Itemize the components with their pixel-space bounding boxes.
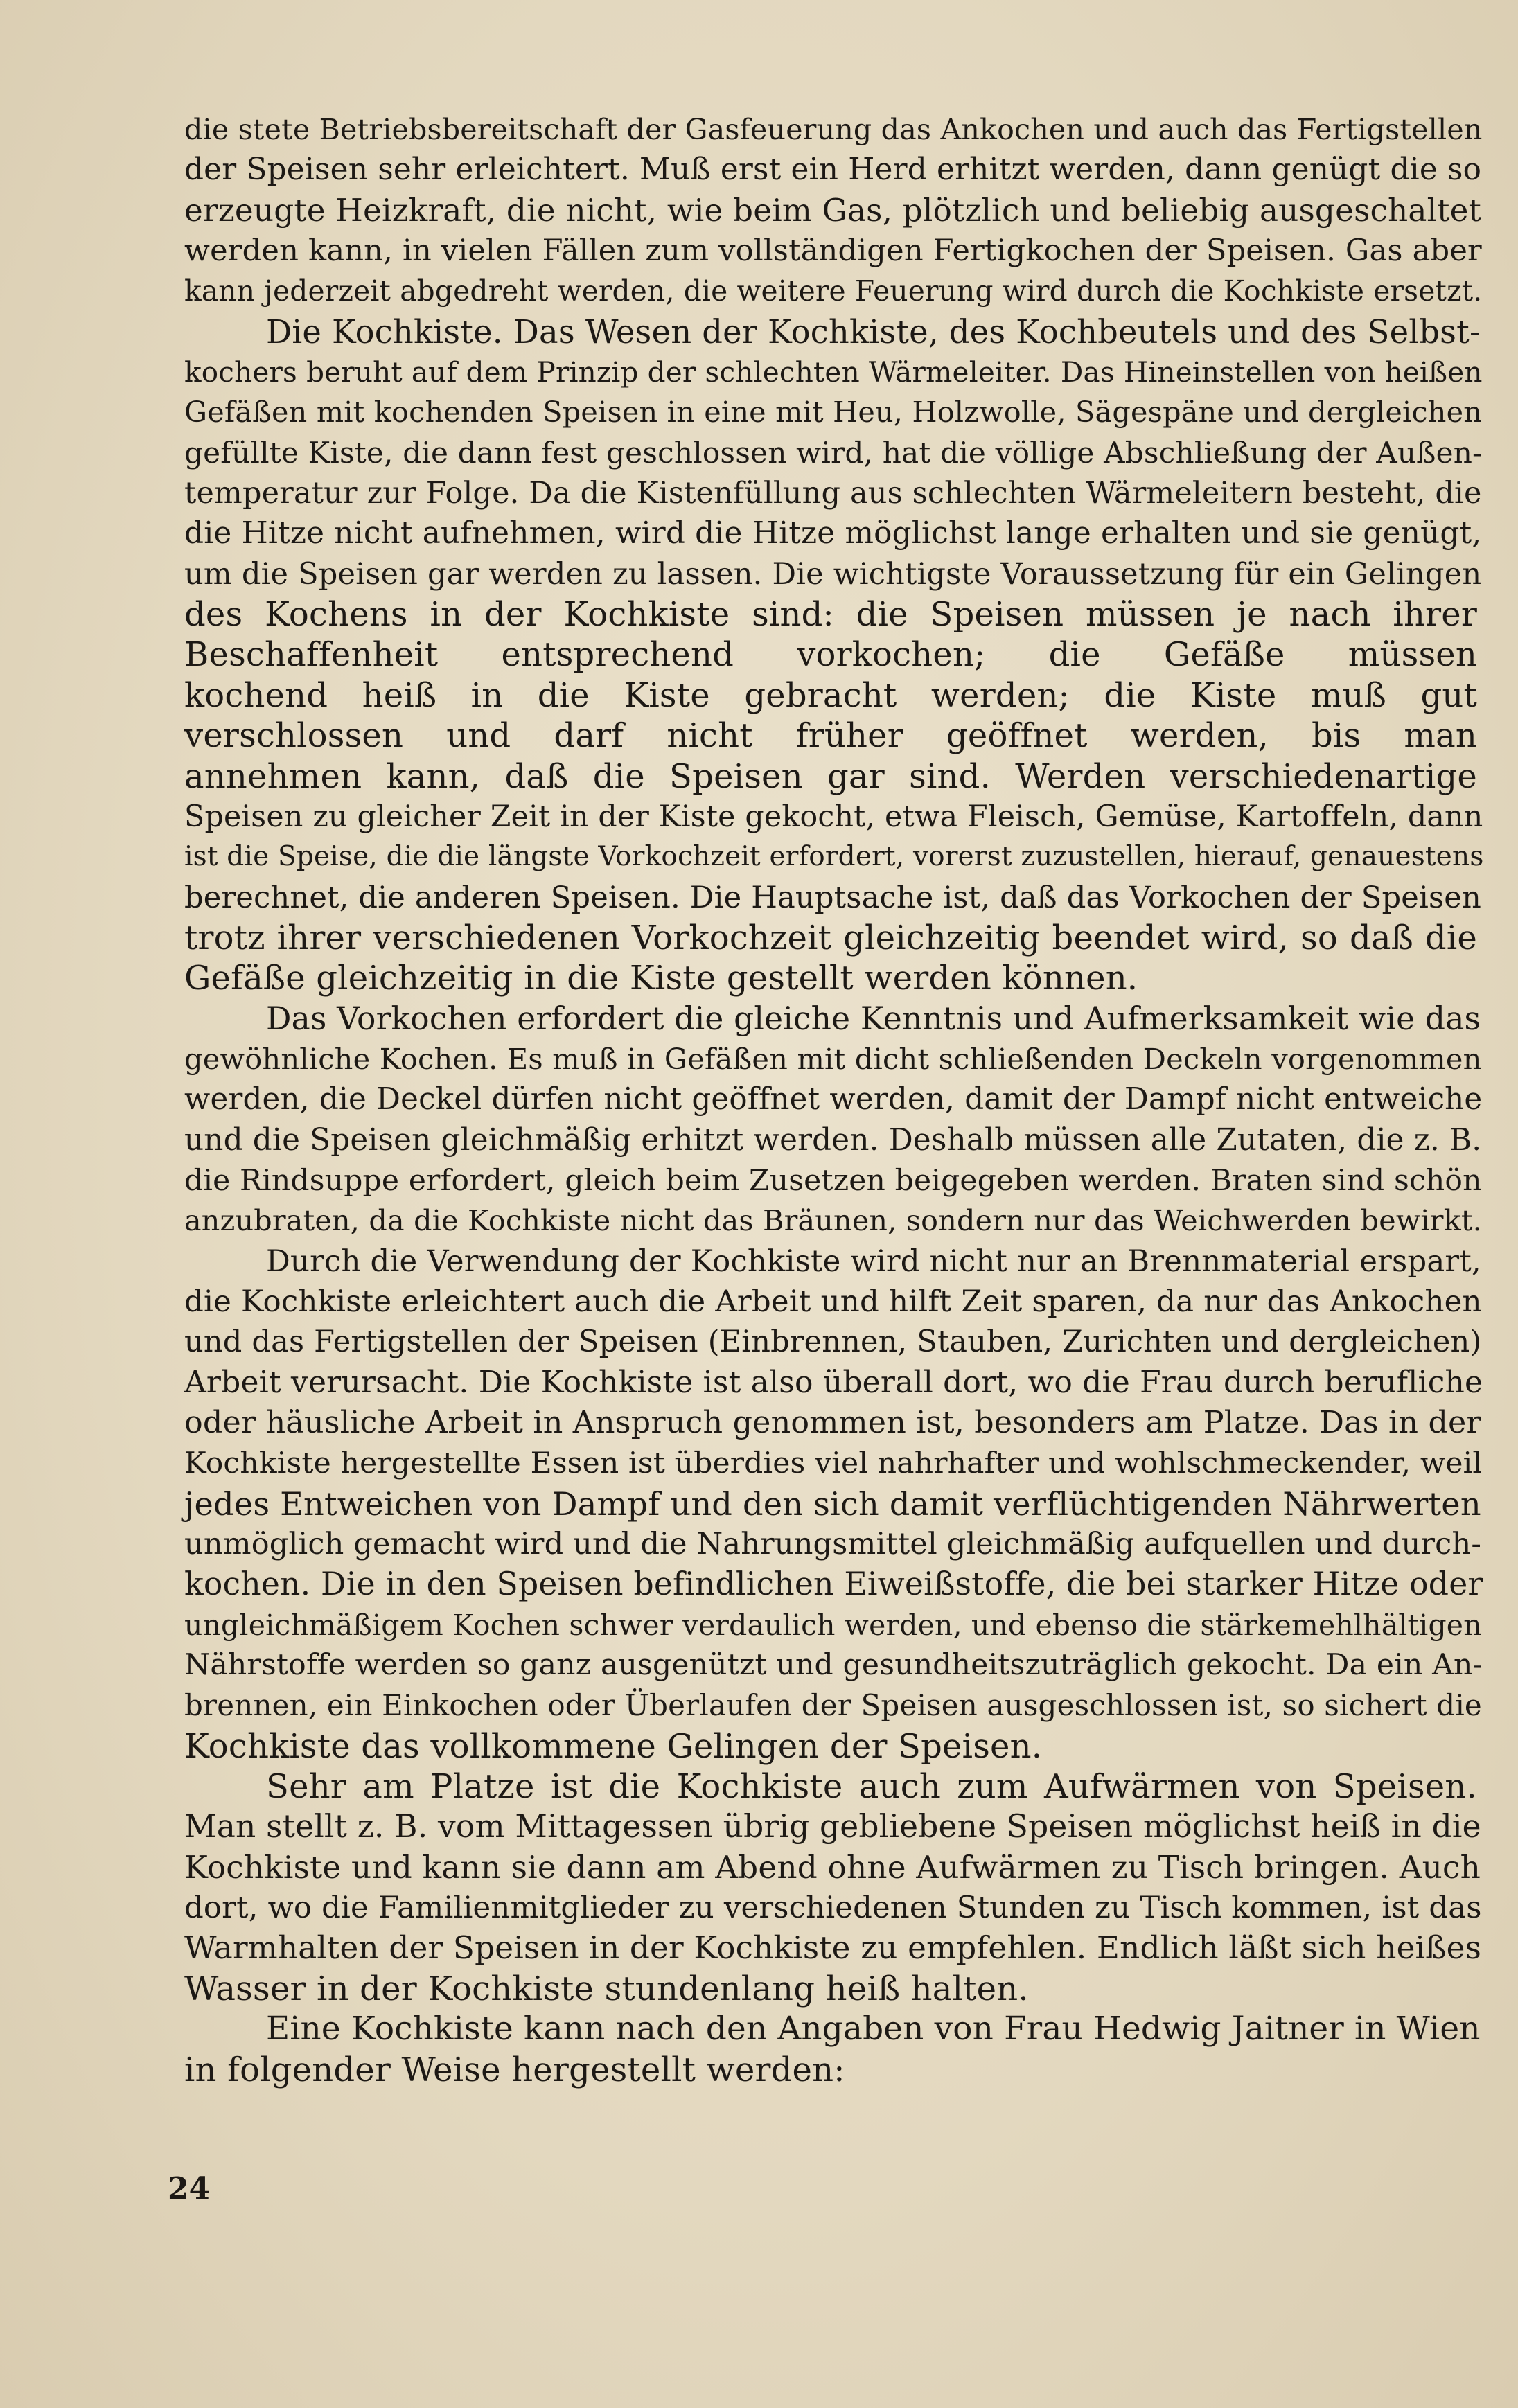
- text-line: kann jederzeit abgedreht werden, die weitere Feuerung wird durch die Kochkiste ersetzt.: [184, 274, 1483, 308]
- text-line: und das Fertigstellen der Speisen (Einbrennen, Stauben, Zurichten und dergleichen): [184, 1325, 1482, 1360]
- text-line: Man stellt z. B. vom Mittagessen übrig gebliebene Speisen möglichst heiß in die: [184, 1808, 1481, 1845]
- text-line: temperatur zur Folge. Da die Kistenfüllung aus schlechten Wärmeleitern besteht, die: [184, 476, 1482, 511]
- text-line: anzubraten, da die Kochkiste nicht das Bräunen, sondern nur das Weichwerden bewirkt.: [184, 1204, 1483, 1238]
- text-line: ungleichmäßigem Kochen schwer verdaulich werden, und ebenso die stärkemehlhältigen: [184, 1608, 1482, 1642]
- text-line: Kochkiste hergestellte Essen ist überdies viel nahrhafter und wohlschmeckender, weil: [184, 1446, 1483, 1480]
- text-line: Warmhalten der Speisen in der Kochkiste zu empfehlen. Endlich läßt sich heißes: [184, 1929, 1482, 1967]
- text-line: werden, die Deckel dürfen nicht geöffnet werden, damit der Dampf nicht entweiche: [184, 1082, 1483, 1117]
- text-line: die stete Betriebsbereitschaft der Gasfeuerung das Ankochen und auch das Fertigstellen: [184, 113, 1483, 146]
- text-line: kochen. Die in den Speisen befindlichen Eiweißstoffe, die bei starker Hitze oder: [184, 1566, 1483, 1603]
- text-line: berechnet, die anderen Speisen. Die Hauptsache ist, daß das Vorkochen der Speisen: [184, 880, 1482, 915]
- text-line: Eine Kochkiste kann nach den Angaben von Frau Hedwig Jaitner in Wien: [266, 2010, 1481, 2048]
- text-line: kochend heiß in die Kiste gebracht werden; die Kiste muß gut: [184, 675, 1477, 715]
- text-line: brennen, ein Einkochen oder Überlaufen der Speisen ausgeschlossen ist, so sichert die: [184, 1688, 1482, 1723]
- text-line: oder häusliche Arbeit in Anspruch genommen ist, besonders am Platze. Das in der: [184, 1405, 1481, 1440]
- text-line: Kochkiste das vollkommene Gelingen der Speisen.: [184, 1726, 1043, 1766]
- text-line: in folgender Weise hergestellt werden:: [184, 2050, 845, 2089]
- text-line: werden kann, in vielen Fällen zum vollständigen Fertigkochen der Speisen. Gas aber: [184, 233, 1482, 269]
- text-line: Die Kochkiste. Das Wesen der Kochkiste, des Kochbeutels und des Selbst-: [266, 312, 1481, 351]
- text-line: trotz ihrer verschiedenen Vorkochzeit gleichzeitig beendet wird, so daß die: [184, 918, 1477, 957]
- text-line: die Hitze nicht aufnehmen, wird die Hitze möglichst lange erhalten und sie genügt,: [184, 515, 1482, 551]
- text-line: Wasser in der Kochkiste stundenlang heiß halten.: [184, 1969, 1029, 2008]
- text-line: Speisen zu gleicher Zeit in der Kiste gekocht, etwa Fleisch, Gemüse, Kartoffeln, dann: [184, 799, 1483, 834]
- text-line: Beschaffenheit entsprechend vorkochen; die Gefäße müssen: [184, 635, 1477, 675]
- text-line: unmöglich gemacht wird und die Nahrungsmittel gleichmäßig aufquellen und durch-: [184, 1527, 1482, 1562]
- text-line: kochers beruht auf dem Prinzip der schlechten Wärmeleiter. Das Hineinstellen von heißen: [184, 355, 1483, 389]
- text-line: Gefäße gleichzeitig in die Kiste gestellt werden können.: [184, 959, 1138, 998]
- text-line: Gefäßen mit kochenden Speisen in eine mit Heu, Holzwolle, Sägespäne und dergleichen: [184, 396, 1483, 430]
- text-line: Sehr am Platze ist die Kochkiste auch zum Aufwärmen von Speisen.: [266, 1767, 1477, 1807]
- text-line: erzeugte Heizkraft, die nicht, wie beim Gas, plötzlich und beliebig ausgeschaltet: [184, 191, 1482, 229]
- text-line: die Rindsuppe erfordert, gleich beim Zusetzen beigegeben werden. Braten sind schön: [184, 1162, 1482, 1197]
- text-line: Das Vorkochen erfordert die gleiche Kenntnis und Aufmerksamkeit wie das: [266, 1000, 1481, 1037]
- page-body-text: [184, 109, 1484, 2090]
- text-line: ist die Speise, die die längste Vorkochzeit erfordert, vorerst zuzustellen, hierauf, genauestens: [184, 841, 1484, 873]
- text-line: die Kochkiste erleichtert auch die Arbeit und hilft Zeit sparen, da nur das Ankochen: [184, 1284, 1482, 1319]
- text-line: des Kochens in der Kochkiste sind: die Speisen müssen je nach ihrer: [184, 595, 1477, 635]
- text-line: Nährstoffe werden so ganz ausgenützt und gesundheitszuträglich gekocht. Da ein An-: [184, 1648, 1483, 1683]
- text-line: Arbeit verursacht. Die Kochkiste ist also überall dort, wo die Frau durch berufliche: [184, 1364, 1483, 1400]
- text-line: gefüllte Kiste, die dann fest geschlossen wird, hat die völlige Abschließung der Außen-: [184, 435, 1483, 470]
- text-line: gewöhnliche Kochen. Es muß in Gefäßen mit dicht schließenden Deckeln vorgenommen: [184, 1041, 1482, 1076]
- text-line: dort, wo die Familienmitglieder zu verschiedenen Stunden zu Tisch kommen, ist das: [184, 1891, 1482, 1926]
- text-line: und die Speisen gleichmäßig erhitzt werden. Deshalb müssen alle Zutaten, die z. B.: [184, 1122, 1482, 1158]
- text-line: Durch die Verwendung der Kochkiste wird nicht nur an Brennmaterial erspart,: [266, 1243, 1481, 1279]
- page-number: 24: [168, 2171, 211, 2206]
- text-line: der Speisen sehr erleichtert. Muß erst ein Herd erhitzt werden, dann genügt die so: [184, 152, 1482, 188]
- text-line: jedes Entweichen von Dampf und den sich damit verflüchtigenden Nährwerten: [184, 1485, 1481, 1523]
- text-line: verschlossen und darf nicht früher geöffnet werden, bis man: [184, 716, 1477, 756]
- text-line: Kochkiste und kann sie dann am Abend ohne Aufwärmen zu Tisch bringen. Auch: [184, 1848, 1481, 1886]
- text-line: um die Speisen gar werden zu lassen. Die wichtigste Voraussetzung für ein Gelingen: [184, 556, 1482, 592]
- text-line: annehmen kann, daß die Speisen gar sind. Werden verschiedenartige: [184, 756, 1477, 796]
